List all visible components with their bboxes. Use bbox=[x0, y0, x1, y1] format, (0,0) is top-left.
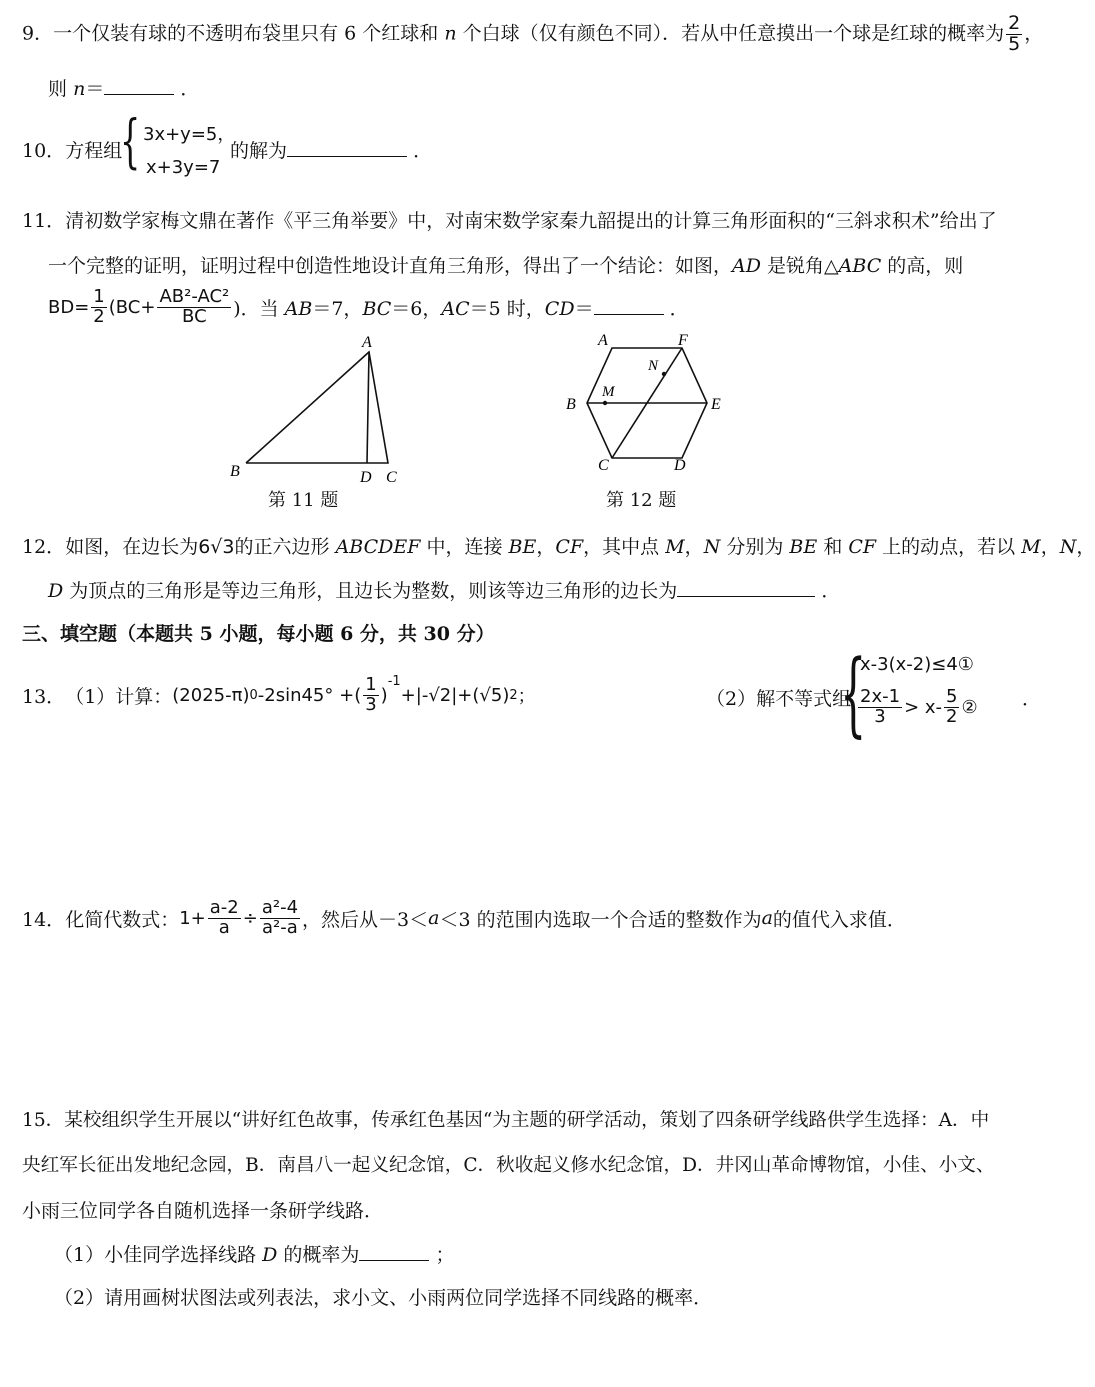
q12-comma3: ， bbox=[1040, 536, 1060, 558]
q13-brace: { bbox=[840, 640, 867, 747]
q12-n2: N bbox=[1059, 536, 1077, 558]
q15-line1 bbox=[22, 1106, 989, 1132]
q14-text3: 的值代入求值． bbox=[772, 908, 906, 931]
q14-text: ，然后从－3＜ bbox=[302, 908, 429, 931]
fig11-label-c: C bbox=[386, 469, 397, 486]
q15-part1-end: ； bbox=[435, 1244, 455, 1266]
q9-eq: ＝ bbox=[85, 78, 105, 100]
q11-formula-open: (BC+ bbox=[108, 296, 156, 318]
q12-m: M bbox=[665, 536, 685, 558]
q15-part1 bbox=[54, 1240, 455, 1267]
q9-var: n bbox=[73, 78, 86, 100]
q14-line bbox=[22, 890, 906, 946]
q15-answer-blank[interactable] bbox=[359, 1242, 429, 1261]
q14-one: 1+ bbox=[179, 907, 206, 929]
q12-line1d: ，其中点 bbox=[583, 536, 660, 558]
q12-n: N bbox=[703, 536, 721, 558]
q14-frac2: $\frac{\text{a²-4}}{\text{a²-a}}$ bbox=[261, 896, 299, 938]
fig12-label-b: B bbox=[566, 396, 576, 413]
q13-exp-neg1: -1 bbox=[387, 673, 401, 689]
q13-exp-2: 2 bbox=[509, 687, 518, 703]
fig12-label-a: A bbox=[598, 332, 608, 349]
fig12-label-m: M bbox=[602, 384, 615, 400]
q12-side: 6√3 bbox=[198, 536, 235, 558]
q12-end: ． bbox=[821, 580, 841, 602]
q12-cf: CF bbox=[555, 536, 584, 558]
q9-text2: 个白球（仅有颜色不同）．若从中任意摸出一个球是红球的概率为 bbox=[462, 22, 1005, 45]
q11-cond-bc: BC bbox=[362, 297, 392, 320]
q10-suffix-line bbox=[230, 136, 432, 163]
q11-line1-text: 清初数学家梅文鼎在著作《平三角举要》中，对南宋数学家秦九韶提出的计算三角形面积的“三斜求积术”给出了 bbox=[65, 210, 997, 232]
q12-line1f: 上的动点，若以 bbox=[882, 536, 1016, 558]
q11-formula-close: )．当 bbox=[233, 297, 279, 320]
q10-eq1: 3x+y=5， bbox=[143, 124, 236, 145]
fig11-altitude bbox=[367, 352, 369, 463]
q13-expr-end: ； bbox=[517, 686, 536, 707]
fig12-label-f: F bbox=[678, 332, 688, 349]
q11-cond-cd: CD bbox=[544, 297, 575, 320]
q13-ineq1: x-3(x-2)≤4① bbox=[860, 654, 974, 675]
q11-line2 bbox=[48, 251, 963, 278]
q13-ineq2-mid: > x- bbox=[904, 696, 943, 718]
q11-condition bbox=[285, 294, 689, 321]
q10-line bbox=[22, 136, 122, 163]
q14-frac1: $\frac{a-2}{a}$ bbox=[209, 896, 239, 938]
q11-half-fraction: $\frac{1}{2}$ bbox=[93, 286, 105, 327]
section3-title: 三、填空题（本题共 5 小题，每小题 6 分，共 30 分） bbox=[22, 623, 495, 645]
q15-part1-d: D bbox=[262, 1244, 278, 1266]
q14-expression bbox=[179, 896, 302, 938]
fig12-diagram bbox=[558, 328, 738, 478]
q12-be2: BE bbox=[789, 536, 818, 558]
q11-cond-ac-val: ＝5 时， bbox=[469, 297, 545, 320]
q12-line1c: 中，连接 bbox=[426, 536, 503, 558]
q12-line1a: 如图，在边长为 bbox=[65, 536, 199, 558]
q15-line3: 小雨三位同学各自随机选择一条研学线路． bbox=[22, 1200, 384, 1222]
q15-line1-text: 某校组织学生开展以“讲好红色故事，传承红色基因“为主题的研学活动，策划了四条研学线路供学生选择：A．中 bbox=[64, 1110, 990, 1131]
q11-end: ． bbox=[669, 297, 689, 320]
q13-end: ． bbox=[1022, 688, 1042, 710]
q13-number: 13． bbox=[22, 685, 66, 708]
fig12-label-n: N bbox=[648, 358, 659, 374]
fig11-label-a: A bbox=[362, 334, 372, 351]
q10-label: 方程组 bbox=[65, 140, 123, 162]
q13-part1 bbox=[22, 655, 536, 735]
q9-var-n: n bbox=[444, 22, 457, 45]
q11-cond-cd-eq: ＝ bbox=[574, 297, 594, 320]
q13-expr-d: +|-√2|+(√5) bbox=[400, 684, 510, 706]
q10-end: ． bbox=[413, 140, 433, 162]
q9-prefix: 则 bbox=[48, 78, 68, 100]
q13-ineq2-fraction: $\frac{2x-1}{3}$ bbox=[860, 686, 901, 727]
fig12-point-m bbox=[603, 401, 607, 405]
q13-ineq2-frac2: $\frac{5}{2}$ bbox=[946, 686, 958, 727]
q10-answer-blank[interactable] bbox=[287, 138, 407, 157]
q11-main-fraction: $\frac{\text{AB²-AC²}}{BC}$ bbox=[159, 286, 230, 327]
q13-expr-b: -2sin45° +( bbox=[257, 684, 362, 706]
fig12-caption: 第 12 题 bbox=[606, 490, 677, 511]
q10-suffix: 的解为 bbox=[230, 140, 288, 162]
q11-line2b: 是锐角△ bbox=[767, 255, 839, 277]
q11-formula-lhs: BD= bbox=[48, 296, 90, 318]
q9-text: 一个仅装有球的不透明布袋里只有 6 个红球和 bbox=[53, 22, 439, 45]
q13-expression bbox=[172, 673, 536, 715]
q11-line1 bbox=[22, 206, 997, 233]
q13-part1-label: （1）计算： bbox=[65, 685, 173, 708]
q12-m2: M bbox=[1021, 536, 1041, 558]
q12-comma1: ， bbox=[536, 536, 556, 558]
q12-line2-text: 为顶点的三角形是等边三角形，且边长为整数，则该等边三角形的边长为 bbox=[69, 580, 678, 602]
q13-fraction: $\frac{1}{3}$ bbox=[365, 673, 377, 715]
q9-tail: ， bbox=[1024, 22, 1044, 45]
q13-ineq2-tag: ② bbox=[961, 696, 978, 718]
q15-part1a: （1）小佳同学选择线路 bbox=[54, 1244, 257, 1266]
q14-label: 化简代数式： bbox=[65, 908, 180, 931]
q11-cond-ab: AB bbox=[284, 297, 313, 320]
q12-comma2: ， bbox=[684, 536, 704, 558]
q14-var-a2: a bbox=[761, 907, 773, 929]
fig12-label-c: C bbox=[598, 457, 609, 474]
q11-formula bbox=[48, 288, 689, 327]
fig12-label-d: D bbox=[674, 457, 686, 474]
q11-cond-ac: AC bbox=[441, 297, 470, 320]
q12-line1e: 分别为 bbox=[726, 536, 784, 558]
q12-line1b: 的正六边形 bbox=[234, 536, 330, 558]
q12-number: 12． bbox=[22, 536, 66, 558]
q11-number: 11． bbox=[22, 210, 66, 232]
q15-line2: 央红军长征出发地纪念园，B．南昌八一起义纪念馆，C．秋收起义修水纪念馆，D．井冈山革命博物馆，小佳、小文、 bbox=[22, 1155, 995, 1176]
q12-line2 bbox=[48, 576, 840, 603]
fig12-label-e: E bbox=[711, 396, 721, 413]
q10-brace: { bbox=[120, 107, 141, 175]
q15-part2: （2）请用画树状图法或列表法，求小文、小雨两位同学选择不同线路的概率． bbox=[54, 1287, 713, 1309]
q13-expr-c: ) bbox=[380, 684, 388, 706]
q10-number: 10． bbox=[22, 140, 66, 162]
q11-ad: AD bbox=[732, 255, 761, 277]
q11-cond-ab-val: ＝7， bbox=[312, 297, 363, 320]
q15-part1b: 的概率为 bbox=[283, 1244, 360, 1266]
q15-number: 15． bbox=[22, 1110, 65, 1131]
q13-ineq2 bbox=[856, 688, 978, 727]
fig12-point-n bbox=[662, 372, 666, 376]
q14-var-a: a bbox=[428, 907, 440, 929]
q14-text2: ＜3 的范围内选取一个合适的整数作为 bbox=[439, 908, 762, 931]
fig11-label-b: B bbox=[230, 463, 240, 480]
q12-hex: ABCDEF bbox=[335, 536, 421, 558]
q11-line2c: 的高，则 bbox=[887, 255, 964, 277]
q14-number: 14． bbox=[22, 908, 66, 931]
q11-answer-blank[interactable] bbox=[594, 296, 664, 315]
q13-expr-a: (2025-π) bbox=[172, 684, 250, 706]
fig11-caption: 第 11 题 bbox=[268, 490, 339, 511]
fig11-label-d: D bbox=[360, 469, 372, 486]
q11-line2a: 一个完整的证明，证明过程中创造性地设计直角三角形，得出了一个结论：如图， bbox=[48, 255, 733, 277]
q13-exp-0: 0 bbox=[249, 687, 258, 703]
q11-cond-bc-val: ＝6， bbox=[391, 297, 442, 320]
q12-cf2: CF bbox=[848, 536, 877, 558]
q11-abc: ABC bbox=[838, 255, 882, 277]
q12-answer-blank[interactable] bbox=[677, 578, 815, 597]
q12-line1 bbox=[22, 532, 1095, 559]
q12-be: BE bbox=[508, 536, 537, 558]
q14-div: ÷ bbox=[242, 907, 258, 929]
q9-number: 9． bbox=[22, 22, 54, 45]
q10-eq2: x+3y=7 bbox=[146, 157, 221, 178]
q12-and: 和 bbox=[823, 536, 843, 558]
q9-fraction: $\frac{2}{5}$ bbox=[1008, 12, 1021, 55]
q9-line2 bbox=[48, 74, 199, 101]
q9-line1 bbox=[22, 14, 1043, 55]
q13-part2-label: （2）解不等式组 bbox=[706, 688, 852, 710]
q12-comma4: ， bbox=[1076, 536, 1095, 558]
fig11-diagram bbox=[220, 330, 420, 490]
q9-end: ． bbox=[180, 78, 200, 100]
q9-answer-blank[interactable] bbox=[104, 76, 174, 95]
q12-d: D bbox=[48, 580, 64, 602]
